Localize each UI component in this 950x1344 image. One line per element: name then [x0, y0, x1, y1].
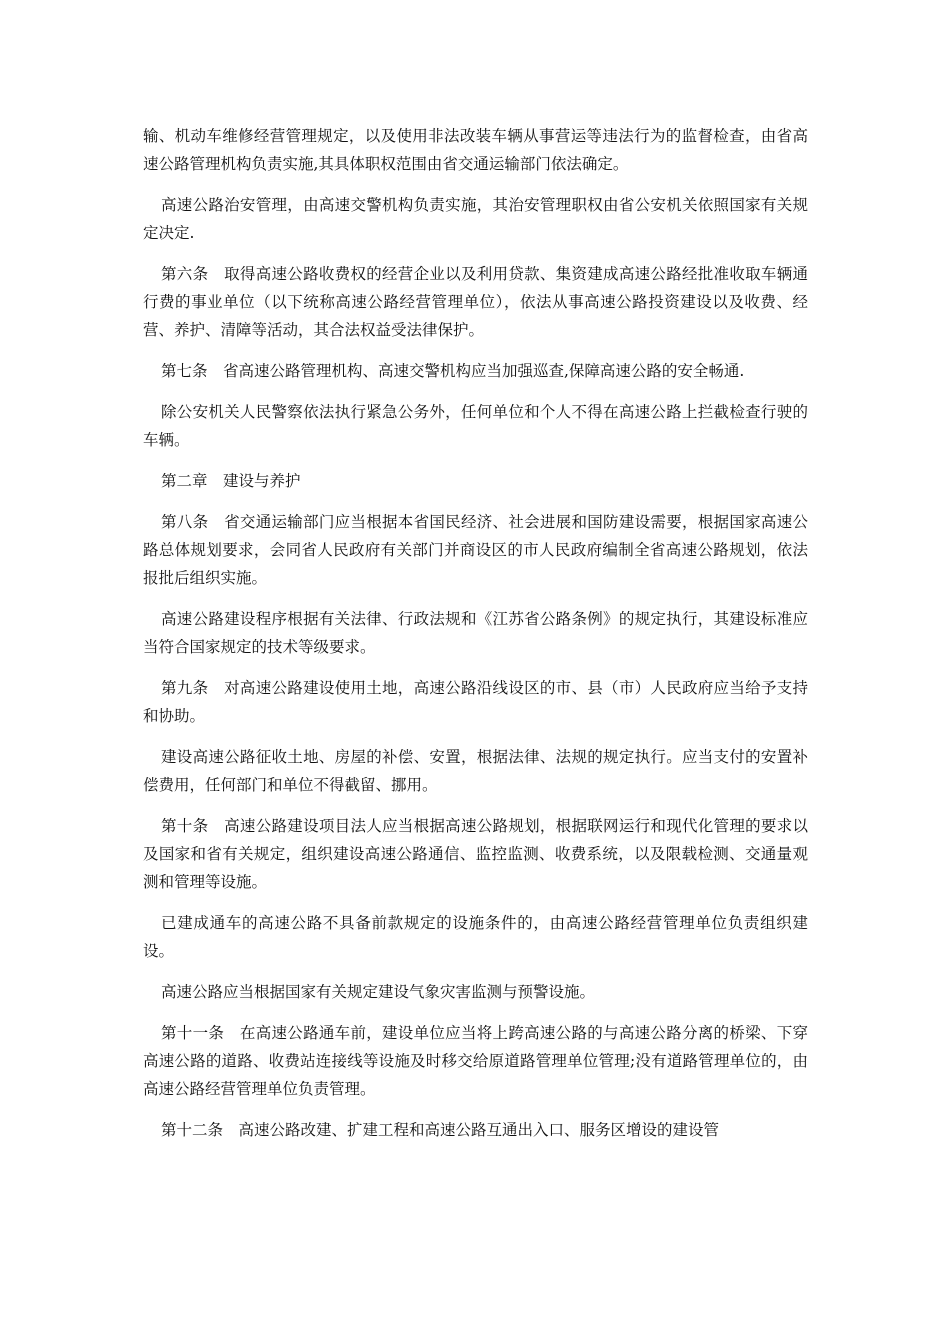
article-10: 第十条 高速公路建设项目法人应当根据高速公路规划，根据联网运行和现代化管理的要求以及国家和省有关规定，组织建设高速公路通信、监控监测、收费系统，以及限载检测、交通量观测和管理等设施。 [143, 817, 808, 891]
paragraph-12: 已建成通车的高速公路不具备前款规定的设施条件的，由高速公路经营管理单位负责组织建设。 [143, 914, 808, 960]
article-8: 第八条 省交通运输部门应当根据本省国民经济、社会进展和国防建设需要，根据国家高速公路总体规划要求，会同省人民政府有关部门并商设区的市人民政府编制全省高速公路规划，依法报批后组织实施。 [143, 513, 808, 587]
article-12: 第十二条 高速公路改建、扩建工程和高速公路互通出入口、服务区增设的建设管 [161, 1121, 720, 1139]
article-9: 第九条 对高速公路建设使用土地，高速公路沿线设区的市、县（市）人民政府应当给予支持和协助。 [143, 679, 808, 725]
paragraph-8: 高速公路建设程序根据有关法律、行政法规和《江苏省公路条例》的规定执行，其建设标准应当符合国家规定的技术等级要求。 [143, 610, 808, 656]
article-6: 第六条 取得高速公路收费权的经营企业以及利用贷款、集资建成高速公路经批准收取车辆通行费的事业单位（以下统称高速公路经营管理单位），依法从事高速公路投资建设以及收费、经营、养护、清障等活动，其合法权益受法律保护。 [143, 265, 808, 339]
paragraph-2: 高速公路治安管理，由高速交警机构负责实施，其治安管理职权由省公安机关依照国家有关规定决定. [143, 196, 808, 242]
paragraph-1: 输、机动车维修经营管理规定，以及使用非法改装车辆从事营运等违法行为的监督检查，由省高速公路管理机构负责实施,其具体职权范围由省交通运输部门依法确定。 [143, 127, 808, 173]
document-body [143, 122, 808, 1157]
paragraph-10: 建设高速公路征收土地、房屋的补偿、安置，根据法律、法规的规定执行。应当支付的安置补偿费用，任何部门和单位不得截留、挪用。 [143, 748, 808, 794]
chapter-2-heading: 第二章 建设与养护 [161, 472, 301, 490]
article-7: 第七条 省高速公路管理机构、高速交警机构应当加强巡查,保障高速公路的安全畅通. [161, 362, 745, 380]
paragraph-5: 除公安机关人民警察依法执行紧急公务外，任何单位和个人不得在高速公路上拦截检查行驶的车辆。 [143, 403, 808, 449]
paragraph-13: 高速公路应当根据国家有关规定建设气象灾害监测与预警设施。 [161, 983, 596, 1001]
article-11: 第十一条 在高速公路通车前，建设单位应当将上跨高速公路的与高速公路分离的桥梁、下穿高速公路的道路、收费站连接线等设施及时移交给原道路管理单位管理;没有道路管理单位的，由高速公路经营管理单位负责管理。 [143, 1024, 808, 1098]
